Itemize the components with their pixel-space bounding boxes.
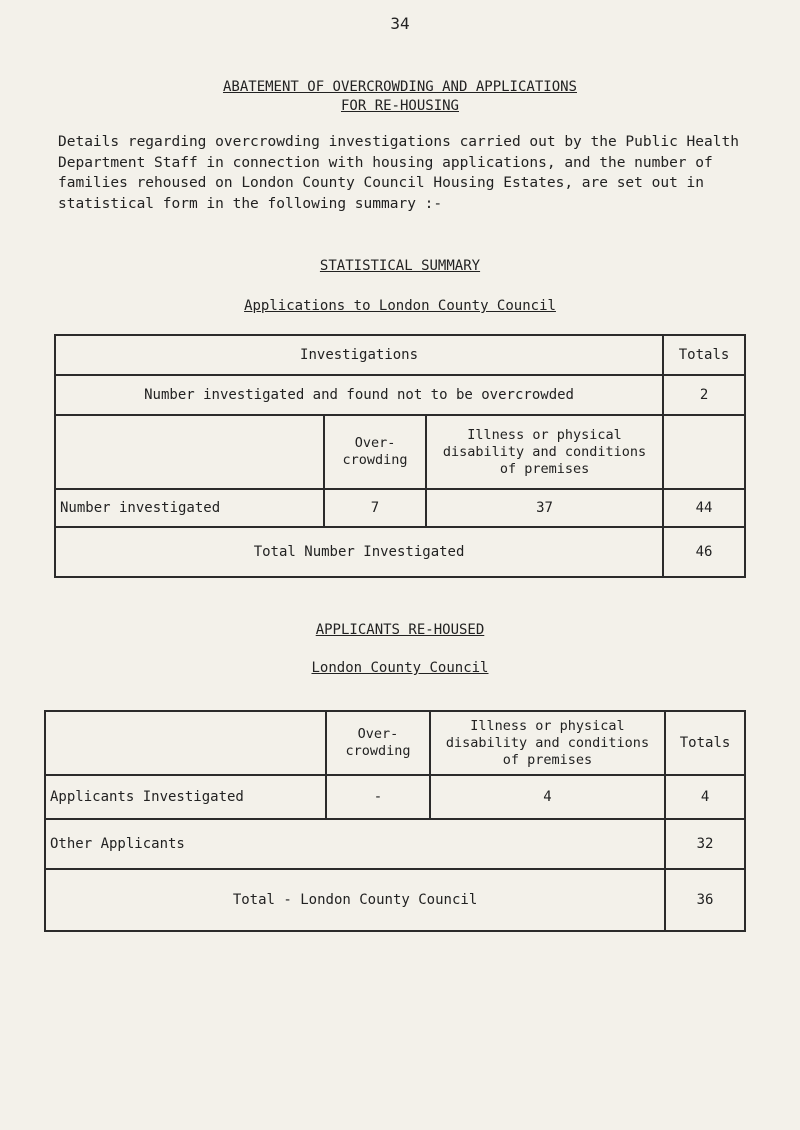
number-investigated-label: Number investigated (55, 489, 324, 527)
other-applicants-label: Other Applicants (45, 819, 665, 869)
ai-overcrowding-value: - (326, 775, 430, 819)
total-lcc-label: Total - London County Council (45, 869, 665, 931)
illness-header: Illness or physical disability and conditions of premises (426, 415, 663, 489)
table-row (45, 775, 745, 819)
table-row (45, 711, 745, 775)
table-row (55, 527, 745, 577)
applicants-investigated-label: Applicants Investigated (45, 775, 326, 819)
totals-header: Totals (663, 335, 745, 375)
intro-paragraph: Details regarding overcrowding investigations carried out by the Public Health Department Staff in connection with housing applications, and the number of families rehoused on London County Council Housing Estates, are set out in statistical form in the following summary :- (58, 134, 739, 212)
overcrowding-header: Over- crowding (326, 711, 430, 775)
ai-total: 4 (665, 775, 745, 819)
overcrowding-header: Over- crowding (324, 415, 426, 489)
title-line-1: ABATEMENT OF OVERCROWDING AND APPLICATIONS (222, 79, 577, 95)
not-overcrowded-total: 2 (663, 375, 745, 415)
total-number-investigated-value: 46 (663, 527, 745, 577)
total-number-investigated-label: Total Number Investigated (55, 527, 663, 577)
table-row (55, 335, 745, 375)
title-line-2: FOR RE-HOUSING (340, 98, 459, 114)
row-total: 44 (663, 489, 745, 527)
totals-header: Totals (665, 711, 745, 775)
lcc-heading: London County Council (311, 660, 489, 676)
illness-header: Illness or physical disability and conditions of premises (430, 711, 665, 775)
illness-value: 37 (426, 489, 663, 527)
table-row (45, 869, 745, 931)
applications-heading: Applications to London County Council (244, 298, 556, 314)
page-title (0, 78, 800, 116)
other-applicants-total: 32 (665, 819, 745, 869)
not-overcrowded-label: Number investigated and found not to be overcrowded (55, 375, 663, 415)
table-row (55, 375, 745, 415)
applicants-rehoused-heading: APPLICANTS RE-HOUSED (315, 622, 485, 638)
blank-cell (55, 415, 324, 489)
applications-table (54, 334, 746, 578)
table-row (45, 819, 745, 869)
rehoused-table (44, 710, 746, 932)
investigations-header: Investigations (55, 335, 663, 375)
table-row (55, 415, 745, 489)
ai-illness-value: 4 (430, 775, 665, 819)
table-row (55, 489, 745, 527)
statistical-summary-heading: STATISTICAL SUMMARY (319, 258, 481, 274)
blank-cell (663, 415, 745, 489)
overcrowding-value: 7 (324, 489, 426, 527)
total-lcc-value: 36 (665, 869, 745, 931)
blank-cell (45, 711, 326, 775)
page-number: 34 (390, 14, 410, 33)
